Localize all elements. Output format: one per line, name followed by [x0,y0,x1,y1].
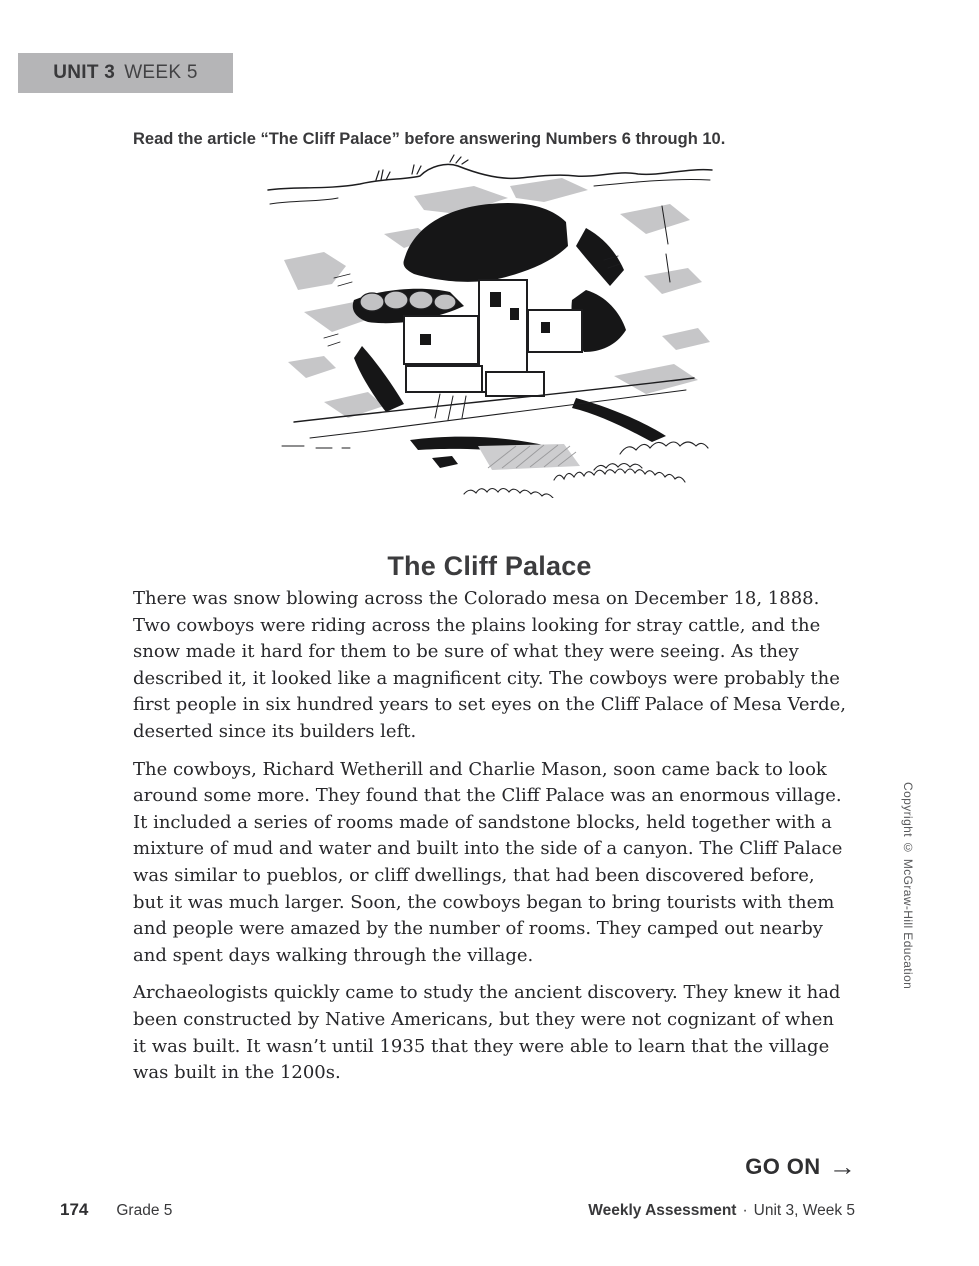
cliff-palace-drawing-icon [264,150,716,498]
article-title: The Cliff Palace [387,551,592,582]
grade-label: Grade 5 [116,1202,173,1219]
article-paragraph: Archaeologists quickly came to study the ancient discovery. They knew it had been constructed by Native Americans, but they were not cognizant of when it was built. It wasn’t until 1935 that they were able to learn that the village was built in the 1200s. [133,982,841,1084]
unit-label: UNIT 3 [53,62,116,83]
page-number: 174 [60,1200,89,1219]
instruction-text: Read the article “The Cliff Palace” before answering Numbers 6 through 10. [133,129,726,148]
cliff-palace-illustration [264,150,716,498]
footer-right [588,1202,855,1220]
footer-separator: · [742,1202,748,1219]
article-paragraph: The cowboys, Richard Wetherill and Charlie Mason, soon came back to look around some more. They found that the Cliff Palace was an enormous village. It included a series of rooms made of sandstone blocks, held together with a mixture of mud and water and built into the side of a canyon. The Cliff Palace was similar to pueblos, or cliff dwellings, that had been discovered before, but it was much larger. Soon, the cowboys began to bring tourists with them and people were amazed by the number of rooms. They camped out nearby and spent days walking through the village. [133,758,843,966]
copyright-sidebar: Copyright © McGraw-Hill Education [901,782,915,990]
go-on-label: GO ON [745,1154,821,1179]
article-body [133,586,849,1098]
doc-title: Weekly Assessment [588,1202,737,1219]
go-on-arrow-icon: → [828,1152,857,1181]
week-label: WEEK 5 [124,62,198,83]
doc-subtitle: Unit 3, Week 5 [753,1202,855,1219]
unit-week-badge [18,53,233,93]
article-paragraph: There was snow blowing across the Colorado mesa on December 18, 1888. Two cowboys were riding across the plains looking for stray cattle, and the snow made it hard for them to be sure of what they were seeing. As they described it, it looked like a magnificent city. The cowboys were probably the first people in six hundred years to set eyes on the Cliff Palace of Mesa Verde, deserted since its builders left. [133,588,847,742]
go-on-indicator [745,1154,855,1180]
footer-left [60,1200,172,1220]
